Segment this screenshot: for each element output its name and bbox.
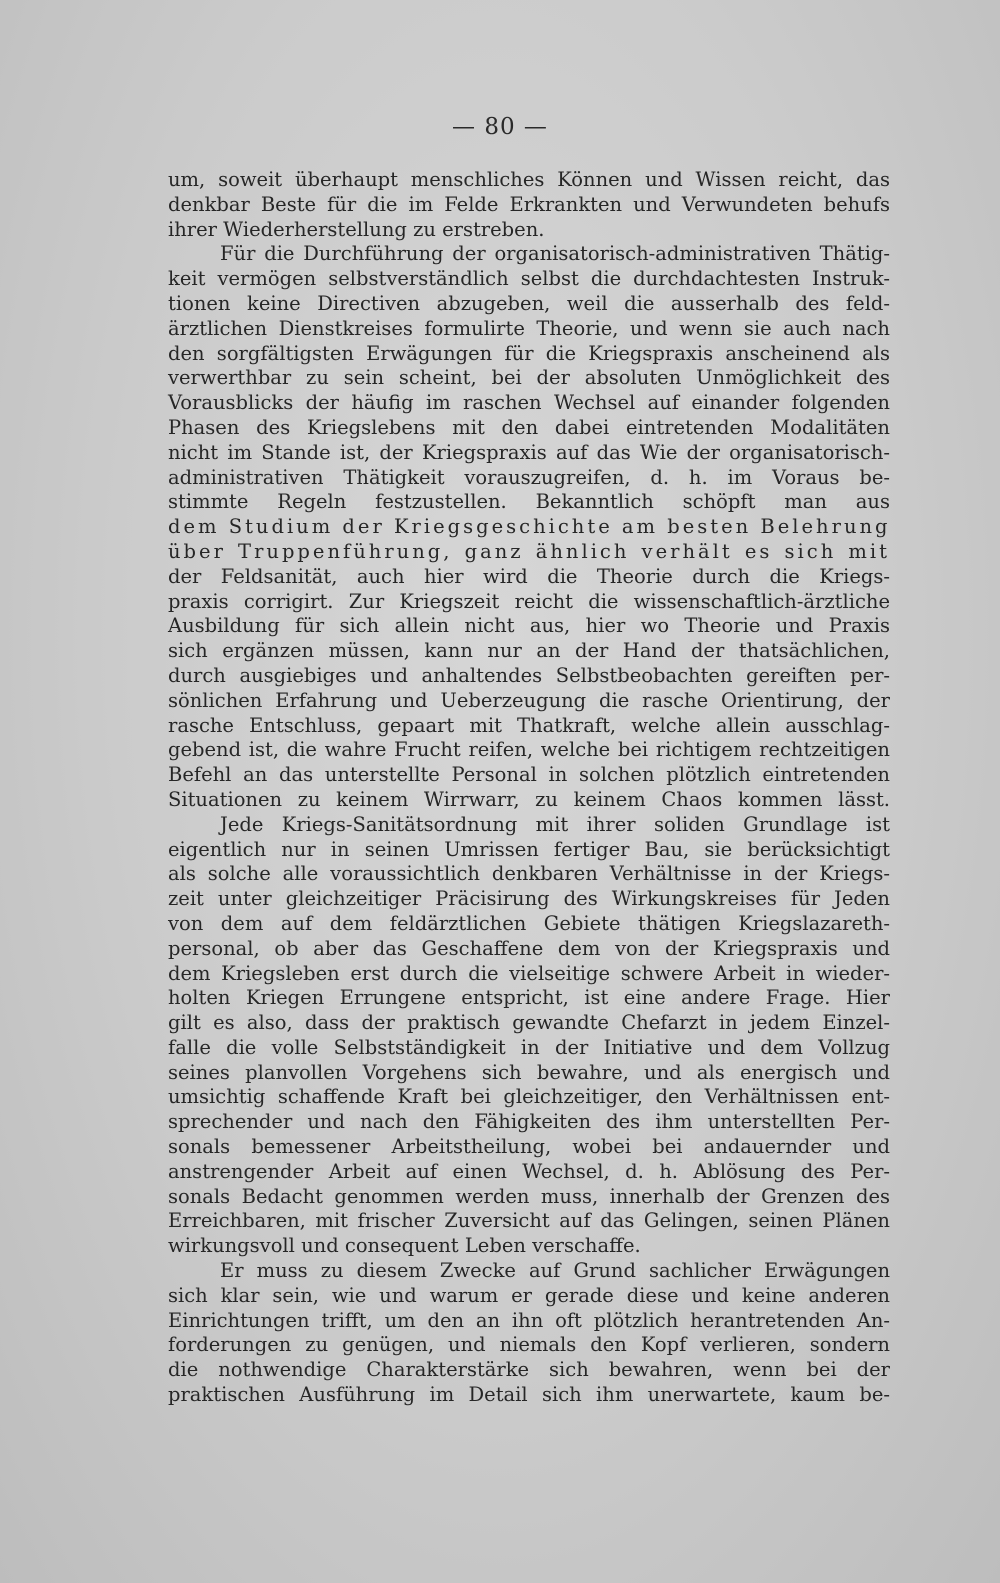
text-line: Vorausblicks der häufig im raschen Wechsel auf einander folgenden: [168, 391, 890, 415]
text-line: zeit unter gleichzeitiger Präcisirung des Wirkungskreises für Jeden: [168, 887, 890, 911]
text-line: als solche alle voraussichtlich denkbaren Verhältnisse in der Kriegs-: [168, 862, 890, 886]
text-line: administrativen Thätigkeit vorauszugreifen, d. h. im Voraus be-: [168, 465, 890, 489]
text-line: sonals bemessener Arbeitstheilung, wobei bei andauernder und: [168, 1135, 890, 1159]
text-line: personal, ob aber das Geschaffene dem von der Kriegspraxis und: [168, 936, 890, 960]
text-line: seines planvollen Vorgehens sich bewahre, und als energisch und: [168, 1060, 890, 1084]
text-line: umsichtig schaffende Kraft bei gleichzeitiger, den Verhältnissen ent-: [168, 1085, 890, 1109]
text-line: durch ausgiebiges und anhaltendes Selbstbeobachten gereiften per-: [168, 663, 890, 687]
text-line: praktischen Ausführung im Detail sich ihm unerwartete, kaum be-: [168, 1383, 890, 1407]
text-line: die nothwendige Charakterstärke sich bewahren, wenn bei der: [168, 1358, 890, 1382]
text-line: sonals Bedacht genommen werden muss, innerhalb der Grenzen des: [168, 1184, 890, 1208]
text-line: Er muss zu diesem Zwecke auf Grund sachlicher Erwägungen: [220, 1259, 890, 1283]
text-line: rasche Entschluss, gepaart mit Thatkraft, welche allein ausschlag-: [168, 713, 890, 737]
text-line: sich klar sein, wie und warum er gerade diese und keine anderen: [168, 1283, 890, 1307]
text-line: Phasen des Kriegslebens mit den dabei eintretenden Modalitäten: [168, 415, 890, 439]
text-line: ihrer Wiederherstellung zu erstreben.: [168, 217, 545, 241]
text-line: sich ergänzen müssen, kann nur an der Hand der thatsächlichen,: [168, 639, 890, 663]
text-line: gilt es also, dass der praktisch gewandte Chefarzt in jedem Einzel-: [168, 1011, 890, 1035]
text-line: über Truppenführung, ganz ähnlich verhält es sich mit: [168, 539, 890, 563]
text-line: praxis corrigirt. Zur Kriegszeit reicht die wissenschaftlich-ärztliche: [168, 589, 890, 613]
text-line: tionen keine Directiven abzugeben, weil die ausserhalb des feld-: [168, 291, 890, 315]
text-line: stimmte Regeln festzustellen. Bekanntlich schöpft man aus: [168, 490, 890, 514]
page-number: — 80 —: [452, 114, 548, 140]
text-line: wirkungsvoll und consequent Leben verschaffe.: [168, 1234, 641, 1258]
text-line: Erreichbaren, mit frischer Zuversicht auf das Gelingen, seinen Plänen: [168, 1209, 890, 1233]
text-line: dem Kriegsleben erst durch die vielseitige schwere Arbeit in wieder-: [168, 961, 890, 985]
text-line: Ausbildung für sich allein nicht aus, hier wo Theorie und Praxis: [168, 614, 890, 638]
text-line: dem Studium der Kriegsgeschichte am besten Belehrung: [168, 515, 891, 539]
text-line: Einrichtungen trifft, um den an ihn oft plötzlich herantretenden An-: [168, 1308, 890, 1332]
body-text: [168, 168, 890, 1408]
text-line: eigentlich nur in seinen Umrissen fertiger Bau, sie berücksichtigt: [168, 837, 890, 861]
text-line: gebend ist, die wahre Frucht reifen, welche bei richtigem rechtzeitigen: [168, 738, 890, 762]
text-line: forderungen zu genügen, und niemals den Kopf verlieren, sondern: [168, 1333, 890, 1357]
text-line: um, soweit überhaupt menschliches Können und Wissen reicht, das: [168, 168, 890, 191]
text-line: anstrengender Arbeit auf einen Wechsel, d. h. Ablösung des Per-: [168, 1159, 890, 1183]
text-line: nicht im Stande ist, der Kriegspraxis auf das Wie der organisatorisch-: [168, 440, 890, 464]
text-line: verwerthbar zu sein scheint, bei der absoluten Unmöglichkeit des: [168, 366, 890, 390]
text-line: Für die Durchführung der organisatorisch-administrativen Thätig-: [220, 242, 890, 266]
text-line: sönlichen Erfahrung und Ueberzeugung die rasche Orientirung, der: [168, 688, 890, 712]
text-line: falle die volle Selbstständigkeit in der Initiative und dem Vollzug: [168, 1035, 890, 1059]
text-line: von dem auf dem feldärztlichen Gebiete thätigen Kriegslazareth-: [168, 911, 890, 935]
text-line: den sorgfältigsten Erwägungen für die Kriegspraxis anscheinend als: [168, 341, 890, 365]
text-line: keit vermögen selbstverständlich selbst die durchdachtesten Instruk-: [168, 267, 890, 291]
text-line: Jede Kriegs-Sanitätsordnung mit ihrer soliden Grundlage ist: [220, 812, 890, 836]
text-line: der Feldsanität, auch hier wird die Theorie durch die Kriegs-: [168, 564, 890, 588]
text-line: Befehl an das unterstellte Personal in solchen plötzlich eintretenden: [168, 763, 890, 787]
text-line: sprechender und nach den Fähigkeiten des ihm unterstellten Per-: [168, 1110, 890, 1134]
text-line: ärztlichen Dienstkreises formulirte Theorie, und wenn sie auch nach: [168, 316, 890, 340]
text-line: holten Kriegen Errungene entspricht, ist eine andere Frage. Hier: [168, 986, 890, 1010]
text-line: Situationen zu keinem Wirrwarr, zu keinem Chaos kommen lässt.: [168, 787, 890, 811]
text-line: denkbar Beste für die im Felde Erkrankten und Verwundeten behufs: [168, 192, 890, 216]
